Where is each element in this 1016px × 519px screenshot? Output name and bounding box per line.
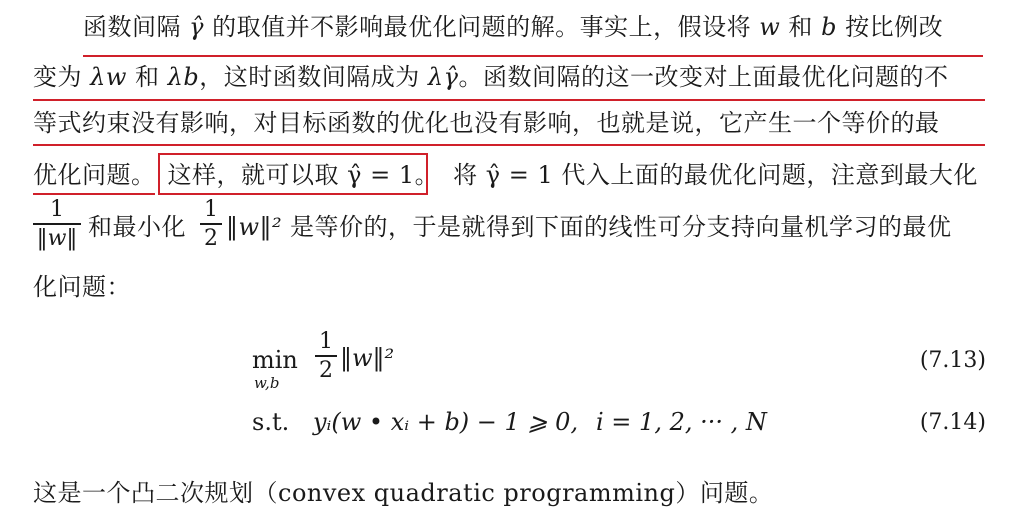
text-segment: 。函数间隔的这一改变对上面最优化问题的不 — [458, 63, 949, 91]
equation-number-7-14: (7.14) — [919, 410, 986, 435]
fraction-denominator: 2 — [319, 357, 333, 383]
equation-number-7-13: (7.13) — [919, 348, 986, 373]
equation-op-min: min — [252, 346, 298, 374]
equation-body-1: ‖w‖² — [340, 344, 395, 372]
paragraph-line-5b: 是等价的，于是就得到下面的线性可分支持向量机学习的最优 — [290, 213, 952, 241]
math-lambda-b: λb — [167, 63, 200, 91]
math-w: w — [759, 13, 781, 41]
red-highlight-box — [158, 153, 428, 195]
text-segment: 优化问题。 — [33, 161, 156, 189]
math-b: b — [821, 13, 837, 41]
closing-sentence: 这是一个凸二次规划（convex quadratic programming）问题。 — [33, 479, 774, 507]
text-segment: 的取值并不影响最优化问题的解。事实上，假设将 — [203, 13, 760, 41]
fraction-numerator: 1 — [50, 197, 64, 222]
fraction-numerator: 1 — [319, 329, 333, 354]
math-lambda-w: λw — [90, 63, 127, 91]
text-segment: 变为 — [33, 63, 91, 91]
math-norm-w-squared: ‖w‖² — [226, 213, 283, 241]
fraction-denominator: 2 — [204, 225, 218, 251]
text-segment: 函数间隔 — [83, 13, 190, 41]
red-underline-3 — [33, 144, 985, 146]
fraction-denominator: ‖w‖ — [36, 225, 78, 251]
red-underline-1 — [83, 55, 983, 57]
equation-body-2: yᵢ(w • xᵢ + b) − 1 ⩾ 0, — [313, 408, 579, 436]
fraction-bar — [315, 355, 337, 357]
text-segment: 和 — [780, 13, 822, 41]
fraction-numerator: 1 — [204, 197, 218, 222]
text-segment: 按比例改 — [836, 13, 944, 41]
fraction-bar — [200, 223, 222, 225]
paragraph-line-3: 等式约束没有影响，对目标函数的优化也没有影响，也就是说，它产生一个等价的最 — [33, 109, 940, 137]
text-segment: 和 — [126, 63, 168, 91]
equation-condition: i = 1, 2, ··· , N — [596, 408, 767, 436]
text-segment: ，这时函数间隔成为 — [199, 63, 428, 91]
equation-op-subscript: w,b — [254, 374, 280, 392]
paragraph-line-5a: 和最小化 — [88, 213, 186, 241]
boxed-text: 这样，就可以取 γ̂ = 1。 — [167, 161, 440, 189]
paragraph-line-1 — [33, 12, 943, 42]
equation-fraction-half — [315, 330, 337, 383]
red-underline-4 — [33, 193, 155, 195]
equation-op-st: s.t. — [252, 408, 290, 436]
text-segment: 将 γ̂ = 1 代入上面的最优化问题，注意到最大化 — [453, 161, 978, 189]
math-lambda-gamma-hat: λγ̂ — [427, 63, 459, 91]
math-gamma-hat: γ̂ — [189, 13, 204, 41]
paragraph-line-6: 化问题： — [33, 273, 131, 301]
red-underline-2 — [33, 99, 985, 101]
fraction-1-over-norm-w — [33, 198, 81, 251]
fraction-one-half — [200, 198, 222, 251]
fraction-bar — [33, 223, 81, 225]
paragraph-line-2 — [33, 62, 948, 92]
